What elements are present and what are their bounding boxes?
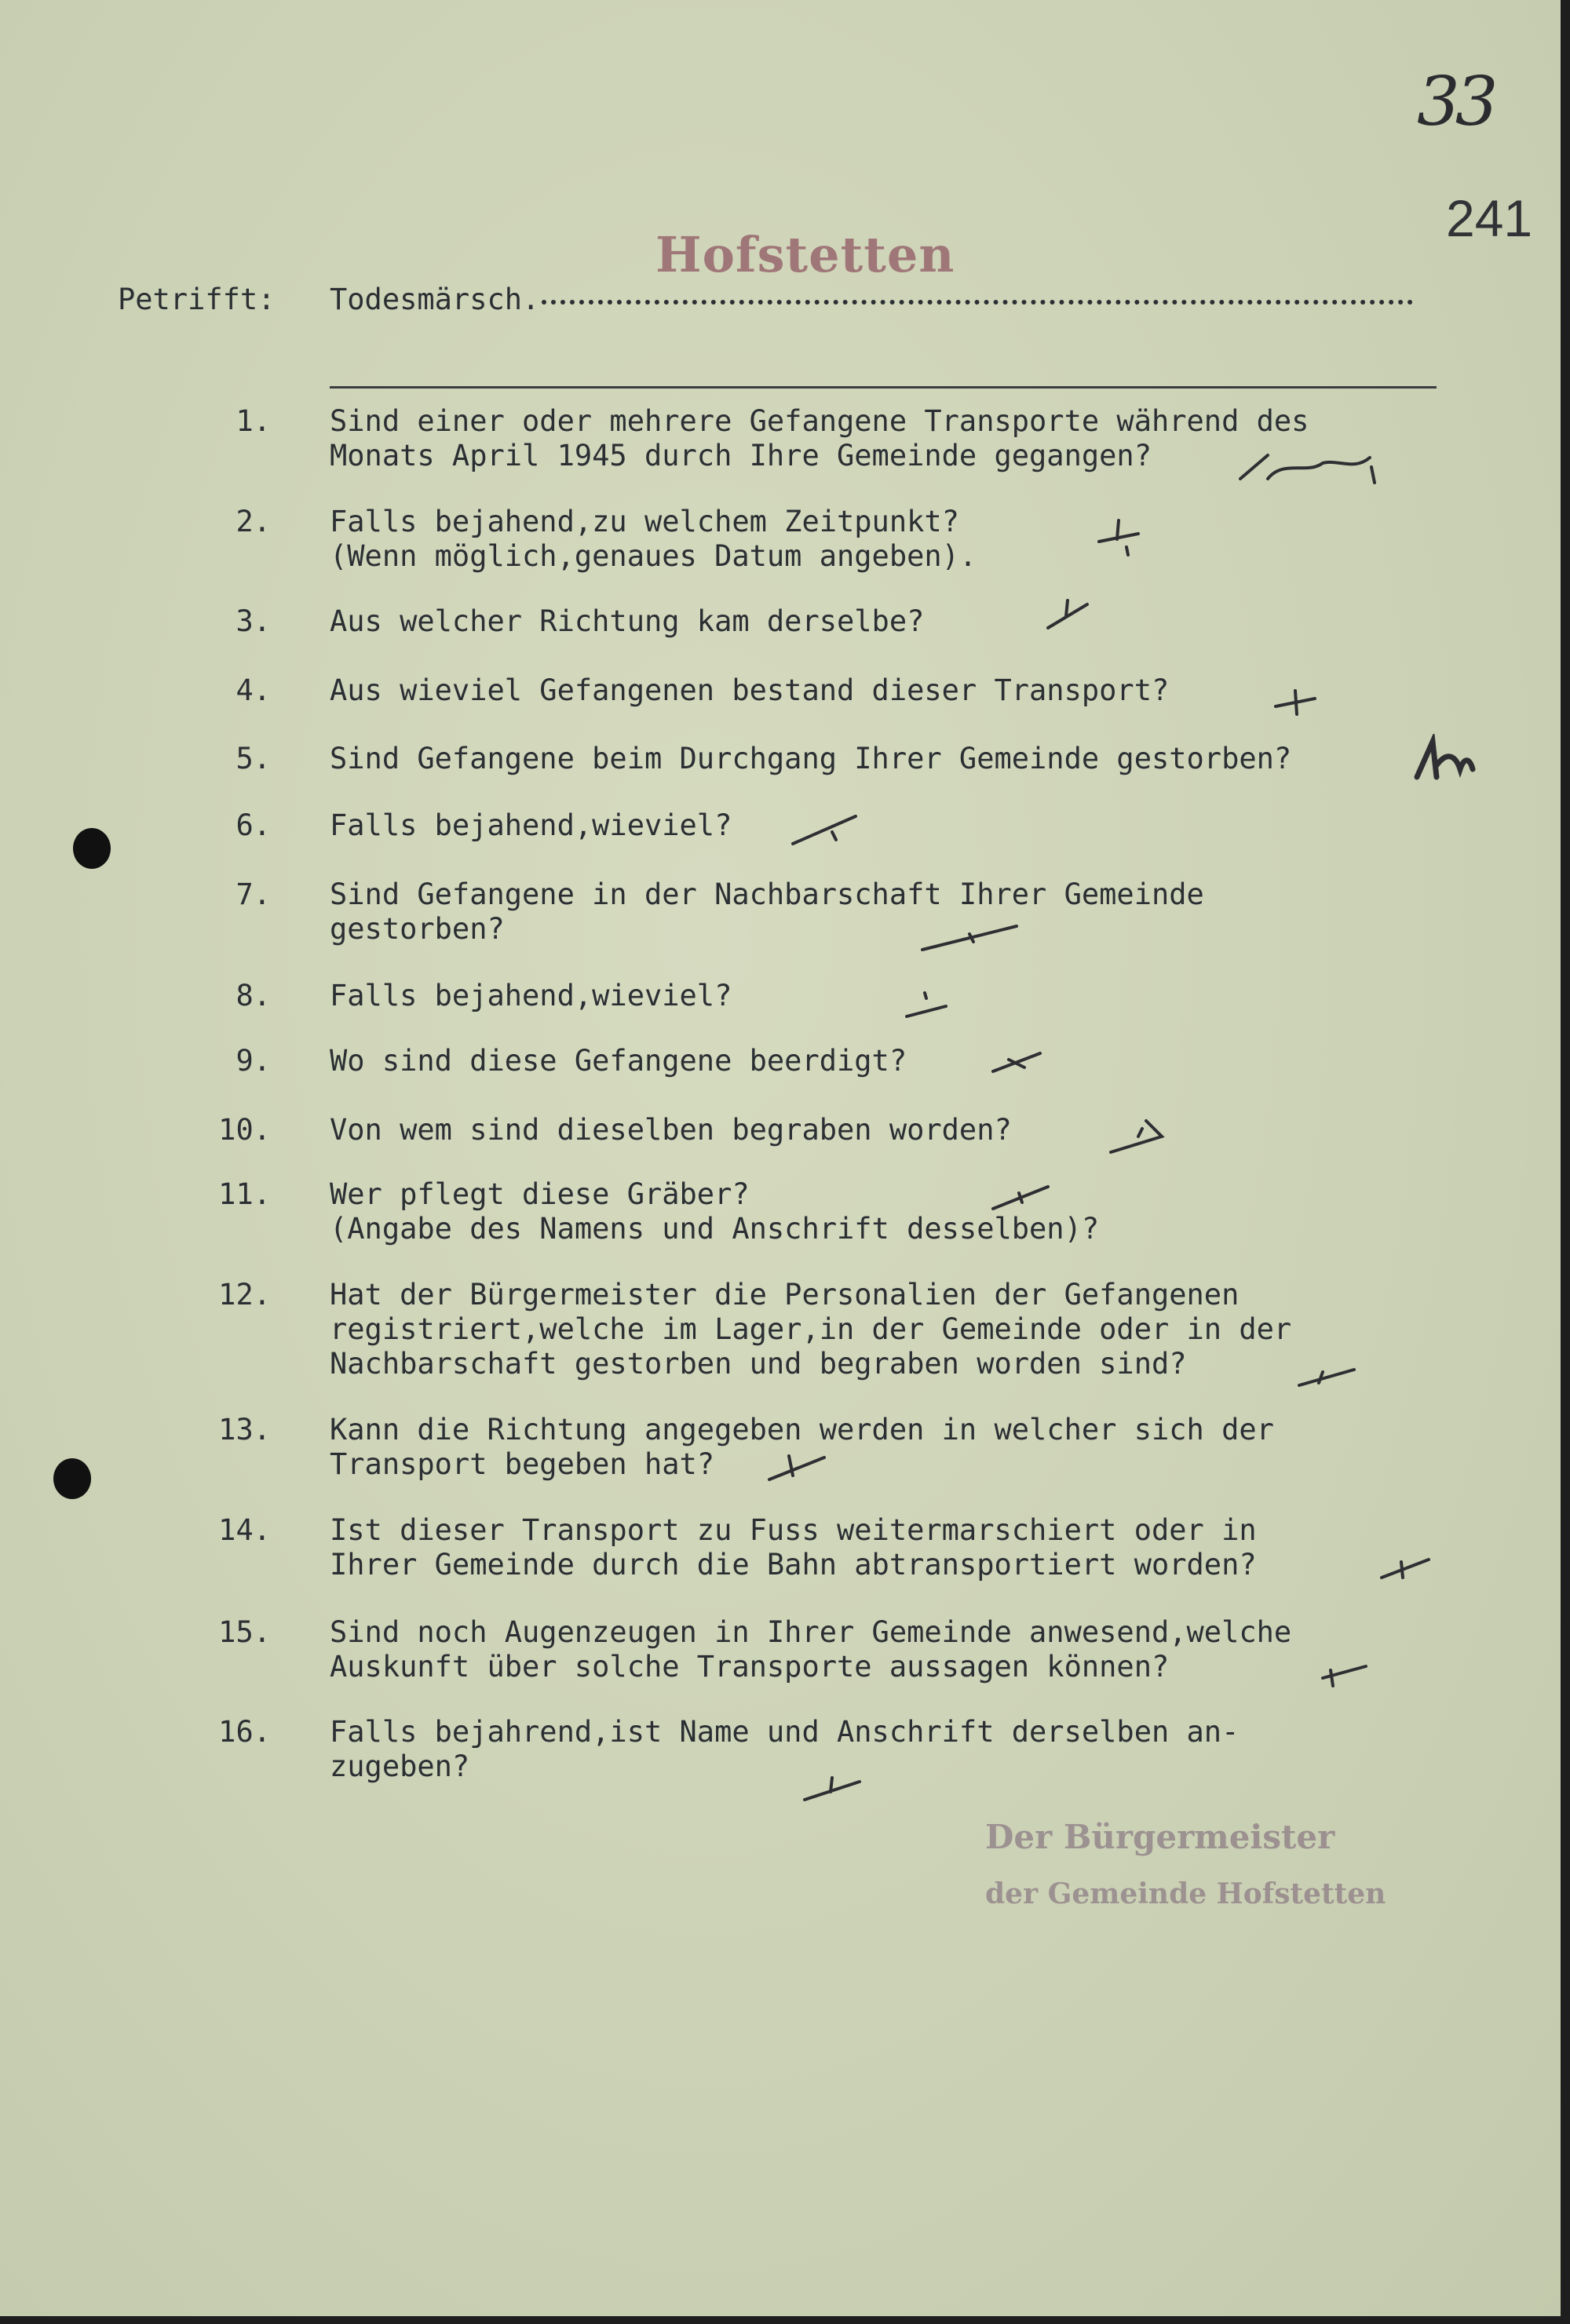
place-name-stamp: Hofstetten	[655, 226, 955, 283]
check-mark-q7	[918, 918, 1020, 958]
stamped-folio-number: 241	[1446, 189, 1533, 247]
question-number-5: 5.	[236, 742, 271, 775]
check-mark-q3	[1044, 593, 1091, 640]
scan-edge-right	[1561, 0, 1570, 2324]
punch-hole-upper	[73, 828, 111, 869]
check-mark-q6	[789, 808, 860, 856]
check-mark-q4	[1272, 683, 1319, 722]
check-mark-q14	[1378, 1550, 1433, 1589]
question-text-4: Aus wieviel Gefangenen bestand dieser Transport?	[330, 673, 1170, 707]
question-number-3: 3.	[236, 604, 271, 638]
question-number-12: 12.	[218, 1278, 271, 1312]
punch-hole-lower	[53, 1458, 91, 1499]
question-text-5: Sind Gefangene beim Durchgang Ihrer Gemeinde gestorben?	[330, 742, 1292, 775]
question-text-6: Falls bejahend,wieviel?	[330, 808, 732, 842]
answer-q5-handwriting	[1413, 734, 1476, 789]
question-number-13: 13.	[218, 1413, 271, 1447]
check-mark-q12	[1295, 1358, 1358, 1397]
mayor-stamp	[985, 1809, 1386, 1922]
question-text-12: Hat der Bürgermeister die Personalien der Gefangenen registriert,welche im Lager,in der Gemeinde oder in der Nachbarschaft gestorben und begraben worden sind?	[330, 1278, 1292, 1381]
question-number-1: 1.	[236, 404, 271, 438]
answer-q1-handwriting	[1236, 443, 1378, 491]
mayor-stamp-line-2: der Gemeinde Hofstetten	[985, 1877, 1386, 1910]
question-text-15: Sind noch Augenzeugen in Ihrer Gemeinde anwesend,welche Auskunft über solche Transporte aussagen können?	[330, 1615, 1292, 1684]
question-number-6: 6.	[236, 808, 271, 842]
check-mark-q15	[1319, 1655, 1374, 1694]
question-text-2: Falls bejahend,zu welchem Zeitpunkt? (Wenn möglich,genaues Datum angeben).	[330, 505, 977, 573]
question-number-15: 15.	[218, 1615, 271, 1649]
question-text-14: Ist dieser Transport zu Fuss weitermarschiert oder in Ihrer Gemeinde durch die Bahn abtransportiert worden?	[330, 1513, 1257, 1582]
scan-edge-bottom	[0, 2316, 1570, 2324]
check-mark-q10	[1107, 1113, 1170, 1160]
check-mark-q9	[989, 1044, 1044, 1083]
question-number-16: 16.	[218, 1715, 271, 1749]
question-number-10: 10.	[218, 1113, 271, 1147]
mayor-stamp-line-1: Der Bürgermeister	[985, 1818, 1335, 1856]
question-text-1: Sind einer oder mehrere Gefangene Transporte während des Monats April 1945 durch Ihre Gemeinde gegangen?	[330, 404, 1309, 472]
check-mark-q11	[989, 1177, 1052, 1217]
check-mark-q8	[903, 989, 950, 1028]
question-text-9: Wo sind diese Gefangene beerdigt?	[330, 1044, 907, 1078]
question-text-13: Kann die Richtung angegeben werden in welcher sich der Transport begeben hat?	[330, 1413, 1274, 1481]
check-mark-q13	[765, 1448, 828, 1487]
question-number-14: 14.	[218, 1513, 271, 1547]
question-text-11: Wer pflegt diese Gräber? (Angabe des Namens und Anschrift desselben)?	[330, 1177, 1100, 1246]
question-number-9: 9.	[236, 1044, 271, 1078]
question-text-8: Falls bejahend,wieviel?	[330, 979, 732, 1012]
subject-dotted-line	[542, 300, 1413, 305]
question-text-3: Aus welcher Richtung kam derselbe?	[330, 604, 925, 638]
check-mark-q2	[1095, 514, 1142, 561]
question-number-7: 7.	[236, 877, 271, 911]
question-text-16: Falls bejahrend,ist Name und Anschrift derselben an- zugeben?	[330, 1715, 1240, 1783]
question-text-10: Von wem sind dieselben begraben worden?	[330, 1113, 1012, 1147]
subject-value: Todesmärsch.	[330, 283, 540, 316]
question-number-11: 11.	[218, 1177, 271, 1211]
question-number-4: 4.	[236, 673, 271, 707]
question-number-2: 2.	[236, 505, 271, 538]
question-text-7: Sind Gefangene in der Nachbarschaft Ihrer Gemeinde gestorben?	[330, 877, 1204, 946]
question-number-8: 8.	[236, 979, 271, 1012]
header-rule	[330, 386, 1437, 389]
subject-label: Petrifft:	[118, 283, 276, 316]
check-mark-q16	[801, 1770, 864, 1809]
handwritten-folio-number: 33	[1417, 63, 1494, 141]
